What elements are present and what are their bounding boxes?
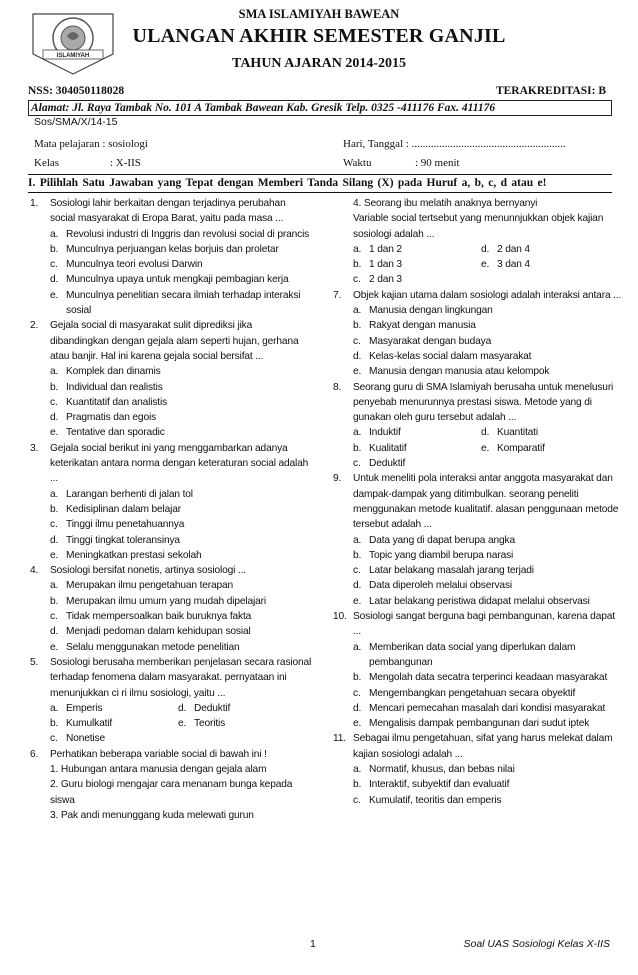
question-text: Objek kajian utama dalam sosiologi adalah interaksi antara ...	[353, 289, 622, 301]
question-text: Variable social tertsebut yang menunnjukkan objek kajian sosiologi adalah ...	[353, 213, 604, 240]
class-value: : X-IIS	[110, 157, 141, 169]
option-c: c. Deduktif	[353, 458, 406, 470]
option-a: a. Emperis	[50, 702, 103, 714]
subject-label: Mata pelajaran : sosiologi	[34, 138, 148, 150]
question-5: 5. Sosiologi berusaha memberikan penjelasan secara rasional terhadap fenomena dalam masyarakat. pernyataan ini menunjukkan ci ri ilmu sosiologi, yaitu ... a. Emperis d. Deduktif b. Kumulkatif e. Teoritis c. Nonetise	[30, 655, 313, 747]
divider-bottom	[28, 192, 612, 193]
option-a: a. Merupakan ilmu pengetahuan terapan	[50, 580, 234, 592]
question-11: 11. Sebagai ilmu pengetahuan, sifat yang harus melekat dalam kajian sosiologi adalah ... a. Normatif, khusus, dan bebas nilai b. Interaktif, subyektif dan evaluatif c. Kumulatif, teoritis dan emperis	[333, 731, 625, 807]
exam-title: ULANGAN AKHIR SEMESTER GANJIL	[132, 25, 506, 47]
variable-item-2: 2. Guru biologi mengajar cara menanam bunga kepada siswa	[50, 779, 293, 806]
question-text: Sebagai ilmu pengetahuan, sifat yang harus melekat dalam kajian sosiologi adalah ...	[353, 733, 613, 760]
variable-item-4: 4. Seorang ibu melatih anaknya bernyanyi	[353, 198, 538, 209]
question-9: 9. Untuk meneliti pola interaksi antar anggota masyarakat dan dampak-dampak yang ditimbulkan. seorang peneliti menggunakan metode kualitatif. alasan penggunaan metode tersebut adalah ... a. Data yang di dapat berupa angka b. Topic yang diambil berupa narasi c. Latar belakang masalah jarang terjadi d. Data diperoleh melalui observasi e. Latar belakang peristiwa didapat melalui observasi	[333, 471, 625, 609]
option-e: e. Munculnya penelitian secara ilmiah terhadap interaksi sosial	[50, 289, 301, 317]
option-b: b. Individual dan realistis	[50, 381, 163, 393]
question-10: 10. Sosiologi sangat berguna bagi pembangunan, karena dapat ... a. Memberikan data social yang diperlukan dalam pembangunan b. Mengolah data secatra terperinci keadaan masyarakat c. Mengembangkan pengetahuan secara obyektif d. Mencari pemecahan masalah dari kondisi masyarakat e. Mengalisis dampak pembangunan dari sudut iptek	[333, 609, 625, 731]
option-b: b. Kedisiplinan dalam belajar	[50, 503, 182, 515]
option-c: c. Tidak mempersoalkan baik buruknya fakta	[50, 611, 252, 623]
option-b: b. Merupakan ilmu umum yang mudah dipelajari	[50, 595, 266, 607]
nss-number: NSS: 304050118028	[28, 85, 125, 97]
option-a: a. Revolusi industri di Inggris dan revolusi social di prancis	[50, 228, 310, 240]
option-e: e. 3 dan 4	[481, 259, 530, 271]
option-a: a. Larangan berhenti di jalan tol	[50, 488, 193, 500]
accreditation: TERAKREDITASI: B	[495, 85, 606, 97]
option-a: a. Komplek dan dinamis	[50, 366, 161, 378]
question-text: Sosiologi sangat berguna bagi pembangunan, karena dapat ...	[353, 611, 615, 638]
option-e: e. Teoritis	[178, 718, 226, 730]
date-field: Hari, Tanggal : ........................................................	[343, 138, 566, 150]
option-a: a. Manusia dengan lingkungan	[353, 305, 493, 317]
option-d: d. Menjadi pedoman dalam kehidupan sosial	[50, 626, 251, 638]
time-label: Waktu	[343, 157, 372, 169]
option-a: a. Data yang di dapat berupa angka	[353, 534, 516, 546]
option-d: d. Mencari pemecahan masalah dari kondisi masyarakat	[353, 702, 606, 714]
question-4: 4. Sosiologi bersifat nonetis, artinya sosiologi ... a. Merupakan ilmu pengetahuan terapan b. Merupakan ilmu umum yang mudah dipelajari c. Tidak mempersoalkan baik buruknya fakta d. Menjadi pedoman dalam kehidupan sosial e. Selalu menggunakan metode penelitian	[30, 563, 313, 655]
right-column	[333, 196, 625, 808]
variable-item-3: 3. Pak andi menunggang kuda melewati gurun	[50, 809, 254, 821]
option-c: c. Nonetise	[50, 733, 106, 745]
question-3: 3. Gejala social berikut ini yang menggambarkan adanya keterikatan antara norma dengan keteraturan social adalah ... a. Larangan berhenti di jalan tol b. Kedisiplinan dalam belajar c. Tinggi ilmu penetahuannya d. Tinggi tingkat toleransinya e. Meningkatkan prestasi sekolah	[30, 441, 313, 563]
option-c: c. Latar belakang masalah jarang terjadi	[353, 565, 534, 577]
option-c: c. Tinggi ilmu penetahuannya	[50, 519, 185, 531]
option-d: d. Kuantitati	[481, 427, 538, 439]
question-text: Gejala social di masyarakat sulit diprediksi jika dibandingkan dengan gejala alam seperti hujan, gerhana atau banjir. Hal ini karena gejala social bersifat ...	[50, 320, 299, 362]
school-address: Alamat: Jl. Raya Tambak No. 101 A Tambak Bawean Kab. Gresik Telp. 0325 -411176 Fax. 411176	[28, 100, 612, 116]
question-text: Perhatikan beberapa variable social di bawah ini !	[50, 748, 267, 760]
option-d: d. Pragmatis dan egois	[50, 412, 157, 424]
question-text: Gejala social berikut ini yang menggambarkan adanya keterikatan antara norma dengan keteraturan social adalah ...	[50, 442, 309, 485]
academic-year: TAHUN AJARAN 2014-2015	[232, 56, 406, 71]
question-text: Seorang guru di SMA Islamiyah berusaha untuk menelusuri penyebab menurunnya prestasi siswa. Metode yang di gunakan oleh guru tersebut adalah ...	[353, 381, 614, 424]
option-c: c. Munculnya teori evolusi Darwin	[50, 259, 203, 271]
question-text: Sosiologi berusaha memberikan penjelasan secara rasional terhadap fenomena dalam masyarakat. pernyataan ini menunjukkan ci ri ilmu sosiologi, yaitu ...	[50, 656, 312, 699]
option-a: a. Normatif, khusus, dan bebas nilai	[353, 763, 515, 775]
option-a: a. Induktif	[353, 427, 401, 439]
option-b: b. Interaktif, subyektif dan evaluatif	[353, 779, 510, 791]
option-b: b. Rakyat dengan manusia	[353, 320, 476, 332]
question-6-continued	[333, 196, 625, 288]
option-b: b. 1 dan 3	[353, 259, 402, 271]
footer-title: Soal UAS Sosiologi Kelas X-IIS	[463, 938, 610, 950]
option-b: b. Mengolah data secatra terperinci keadaan masyarakat	[353, 672, 608, 684]
option-e: e. Latar belakang peristiwa didapat melalui observasi	[353, 595, 590, 607]
question-1: 1. Sosiologi lahir berkaitan dengan terjadinya perubahan social masyarakat di Eropa Barat, yaitu pada masa ... a. Revolusi industri di Inggris dan revolusi social di prancis b. Munculnya perjuangan kelas borjuis dan proletar c. Munculnya teori evolusi Darwin d. Munculnya upaya untuk mengkaji pembagian kerja e. Munculnya penelitian secara ilmiah terhadap interaksi sosial	[30, 196, 313, 318]
option-d: d. Kelas-kelas social dalam masyarakat	[353, 350, 532, 362]
option-e: e. Mengalisis dampak pembangunan dari sudut iptek	[353, 718, 590, 730]
school-name: SMA ISLAMIYAH BAWEAN	[238, 7, 400, 21]
option-d: d. Tinggi tingkat toleransinya	[50, 534, 180, 546]
class-label: Kelas	[34, 157, 60, 169]
option-d: d. Munculnya upaya untuk mengkaji pembagian kerja	[50, 274, 289, 286]
option-c: c. Masyarakat dengan budaya	[353, 335, 492, 347]
option-c: c. Kuantitatif dan analistis	[50, 396, 168, 408]
page-number: 1	[310, 938, 316, 950]
option-e: e. Selalu menggunakan metode penelitian	[50, 641, 240, 653]
section-instruction: I. Pilihlah Satu Jawaban yang Tepat dengan Memberi Tanda Silang (X) pada Huruf a, b, c, d atau e!	[28, 177, 547, 189]
question-2: 2. Gejala social di masyarakat sulit diprediksi jika dibandingkan dengan gejala alam seperti hujan, gerhana atau banjir. Hal ini karena gejala social bersifat ... a. Komplek dan dinamis b. Individual dan realistis c. Kuantitatif dan analistis d. Pragmatis dan egois e. Tentative dan sporadic	[30, 318, 313, 440]
question-text: Untuk meneliti pola interaksi antar anggota masyarakat dan dampak-dampak yang ditimbulkan. seorang peneliti menggunakan metode kualitatif. alasan penggunaan metode tersebut adalah ...	[353, 473, 619, 531]
question-text: Sosiologi lahir berkaitan dengan terjadinya perubahan social masyarakat di Eropa Barat, yaitu pada masa ...	[50, 198, 286, 225]
document-code: Sos/SMA/X/14-15	[34, 116, 118, 128]
option-e: e. Manusia dengan manusia atau kelompok	[353, 366, 550, 378]
option-c: c. Mengembangkan pengetahuan secara obyektif	[353, 687, 576, 699]
option-b: b. Kualitatif	[353, 442, 407, 454]
option-d: d. 2 dan 4	[481, 243, 530, 255]
question-6: 6. Perhatikan beberapa variable social di bawah ini ! 1. Hubungan antara manusia dengan gejala alam 2. Guru biologi mengajar cara menanam bunga kepada siswa 3. Pak andi menunggang kuda melewati gurun	[30, 747, 313, 823]
option-c: c. 2 dan 3	[353, 274, 402, 286]
time-value: : 90 menit	[415, 157, 460, 169]
option-b: b. Kumulkatif	[50, 718, 113, 730]
divider-top	[28, 174, 612, 175]
option-e: e. Komparatif	[481, 442, 545, 454]
option-b: b. Topic yang diambil berupa narasi	[353, 549, 514, 561]
question-text: Sosiologi bersifat nonetis, artinya sosiologi ...	[50, 565, 246, 577]
option-c: c. Kumulatif, teoritis dan emperis	[353, 794, 502, 806]
question-8: 8. Seorang guru di SMA Islamiyah berusaha untuk menelusuri penyebab menurunnya prestasi siswa. Metode yang di gunakan oleh guru tersebut adalah ... a. Induktif d. Kuantitati b. Kualitatif e. Komparatif c. Deduktif	[333, 380, 625, 472]
option-b: b. Munculnya perjuangan kelas borjuis dan proletar	[50, 243, 279, 255]
option-d: d. Data diperoleh melalui observasi	[353, 580, 512, 592]
option-d: d. Deduktif	[178, 702, 231, 714]
variable-item-1: 1. Hubungan antara manusia dengan gejala alam	[50, 763, 267, 775]
question-7: 7. Objek kajian utama dalam sosiologi adalah interaksi antara ... a. Manusia dengan lingkungan b. Rakyat dengan manusia c. Masyarakat dengan budaya d. Kelas-kelas social dalam masyarakat e. Manusia dengan manusia atau kelompok	[333, 288, 625, 380]
option-a: a. Memberikan data social yang diperlukan dalam pembangunan	[353, 641, 576, 668]
option-e: e. Meningkatkan prestasi sekolah	[50, 549, 202, 561]
option-e: e. Tentative dan sporadic	[50, 427, 165, 439]
option-a: a. 1 dan 2	[353, 243, 402, 255]
logo-text: ISLAMIYAH	[56, 53, 90, 59]
left-column	[30, 196, 313, 823]
